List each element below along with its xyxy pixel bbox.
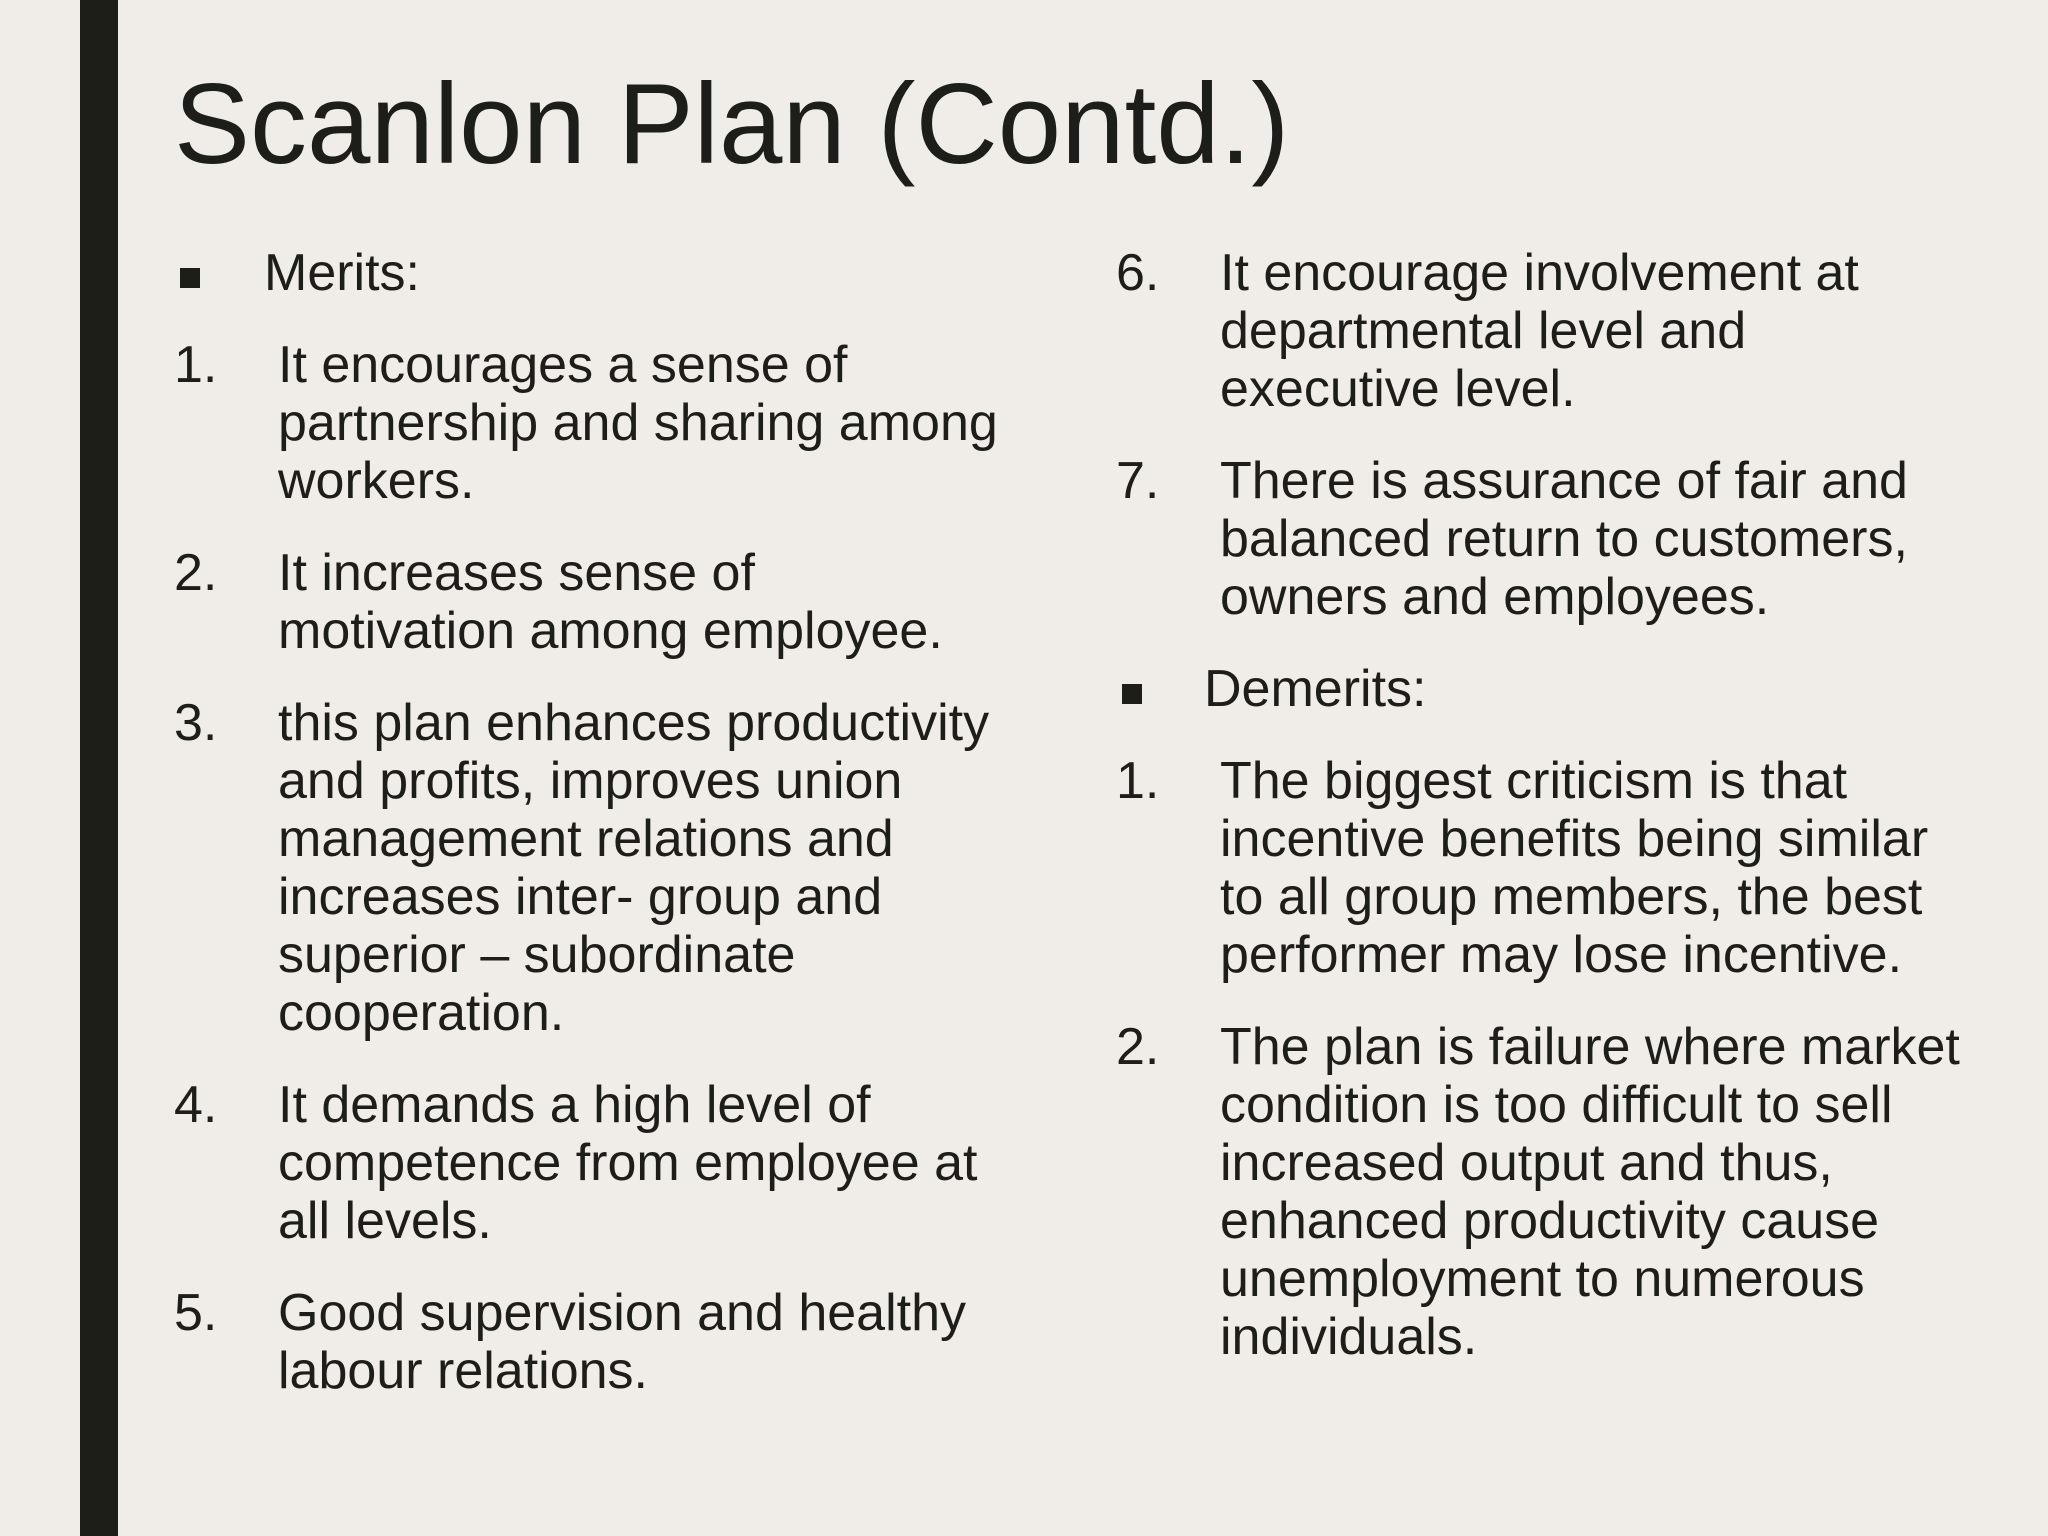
item-number: 2. (1116, 1018, 1160, 1076)
item-text: It demands a high level of competence from employee at all levels. (278, 1076, 978, 1250)
merit-item-4 (174, 1076, 1054, 1250)
left-column (174, 244, 1054, 1434)
demerit-item-2 (1116, 1018, 2016, 1366)
item-number: 6. (1116, 244, 1160, 302)
item-number: 7. (1116, 452, 1160, 510)
item-number: 4. (174, 1076, 218, 1134)
item-number: 3. (174, 694, 218, 752)
item-text: It encourages a sense of partnership and sharing among workers. (278, 336, 998, 510)
merit-item-2 (174, 544, 1054, 660)
item-text: There is assurance of fair and balanced return to customers, owners and employees. (1220, 452, 1908, 626)
square-bullet-icon (180, 268, 200, 288)
demerits-heading-label: Demerits: (1204, 660, 1427, 718)
right-column (1116, 244, 2016, 1400)
merits-heading (174, 244, 1054, 302)
item-text: The plan is failure where market condition is too difficult to sell increased output and thus, enhanced productivity cause unemployment to numerous individuals. (1220, 1018, 1960, 1366)
item-number: 2. (174, 544, 218, 602)
item-text: Good supervision and healthy labour relations. (278, 1284, 967, 1400)
item-number: 1. (174, 336, 218, 394)
item-text: It increases sense of motivation among employee. (278, 544, 943, 660)
slide-title: Scanlon Plan (Contd.) (174, 61, 1290, 188)
merits-heading-label: Merits: (264, 244, 420, 302)
merit-item-7 (1116, 452, 2016, 626)
item-number: 1. (1116, 752, 1160, 810)
merit-item-6 (1116, 244, 2016, 418)
item-text: this plan enhances productivity and profits, improves union management relations and increases inter- group and superior – subordinate cooperation. (278, 694, 990, 1042)
demerit-item-1 (1116, 752, 2016, 984)
merit-item-3 (174, 694, 1054, 1042)
square-bullet-icon (1122, 684, 1142, 704)
left-accent-bar (80, 0, 118, 1536)
item-text: The biggest criticism is that incentive benefits being similar to all group members, the best performer may lose incentive. (1220, 752, 1929, 984)
merit-item-1 (174, 336, 1054, 510)
merit-item-5 (174, 1284, 1054, 1400)
demerits-heading (1116, 660, 2016, 718)
item-number: 5. (174, 1284, 218, 1342)
item-text: It encourage involvement at departmental level and executive level. (1220, 244, 1859, 418)
